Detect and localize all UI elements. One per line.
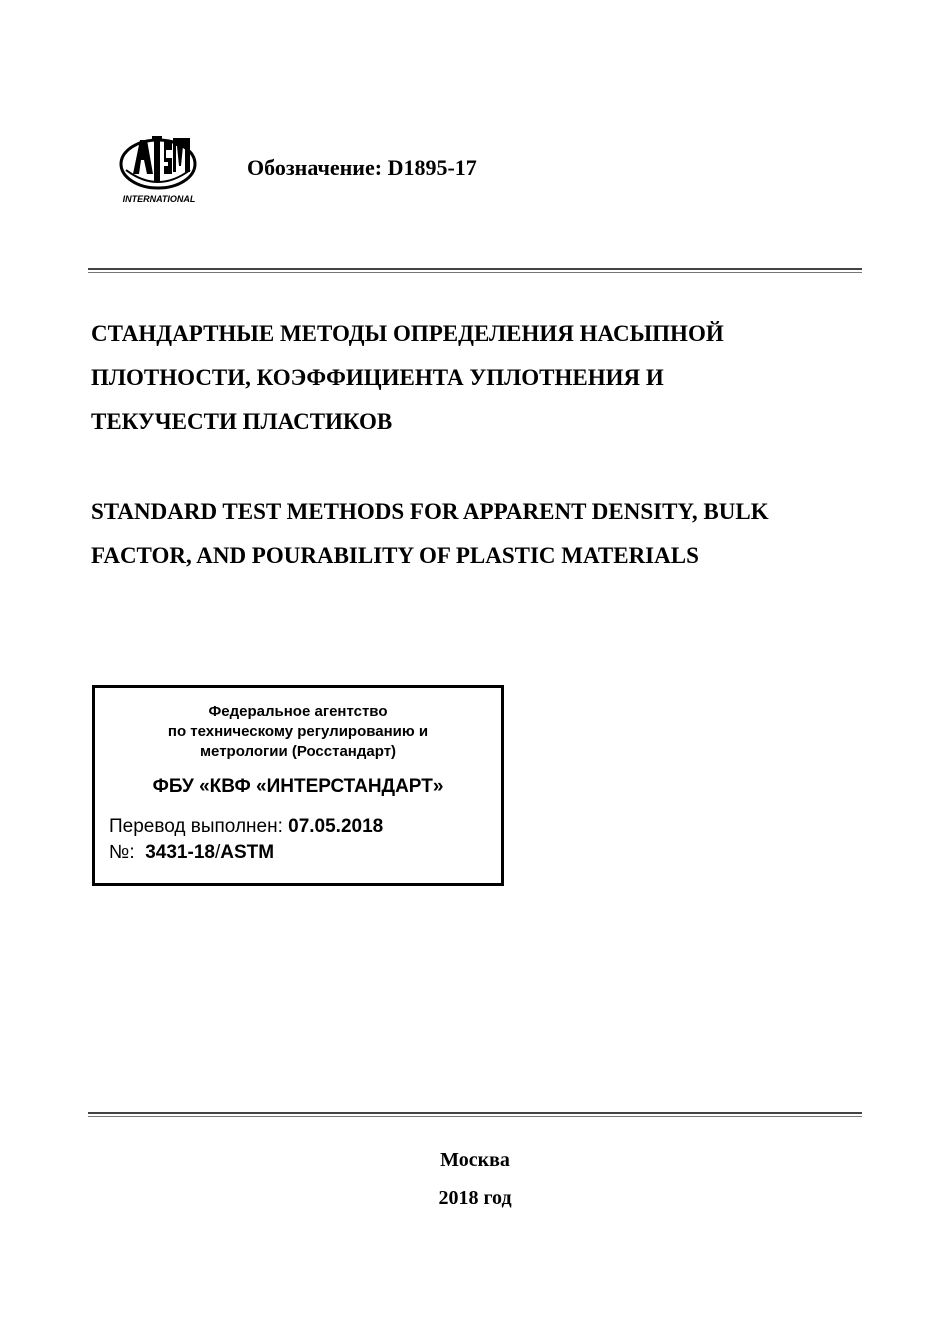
translation-stamp: [92, 685, 504, 886]
agency-name: Федеральное агентство по техническому регулированию и метрологии (Росстандарт): [167, 703, 429, 760]
title-en-line: FACTOR, AND POURABILITY OF PLASTIC MATERIALS: [91, 543, 699, 568]
title-ru-line: ТЕКУЧЕСТИ ПЛАСТИКОВ: [91, 409, 393, 434]
year: 2018 год: [438, 1187, 512, 1209]
translation-date-line: [109, 814, 501, 840]
number-suffix: ASTM: [220, 842, 275, 863]
title-en-line: STANDARD TEST METHODS FOR APPARENT DENSITY, BULK: [91, 499, 769, 524]
svg-text:INTERNATIONAL: INTERNATIONAL: [122, 194, 196, 204]
title-ru-line: ПЛОТНОСТИ, КОЭФФИЦИЕНТА УПЛОТНЕНИЯ И: [91, 365, 664, 390]
translation-number-line: №: 3431-18/ASTM: [109, 842, 275, 863]
number-label: №:: [109, 842, 135, 863]
astm-international-logo-icon: [118, 130, 202, 208]
translation-date: 07.05.2018: [288, 816, 384, 837]
astm-logo: [118, 130, 202, 208]
top-divider: [88, 268, 862, 273]
title-russian: [91, 312, 859, 444]
number-value: 3431-18: [145, 842, 215, 863]
translation-label: Перевод выполнен:: [109, 816, 283, 837]
city: Москва: [440, 1149, 510, 1171]
title-english: [91, 490, 859, 578]
document-designation: Обозначение: D1895-17: [247, 155, 477, 180]
organization-name: ФБУ «КВФ «ИНТЕРСТАНДАРТ»: [152, 776, 444, 797]
title-ru-line: СТАНДАРТНЫЕ МЕТОДЫ ОПРЕДЕЛЕНИЯ НАСЫПНОЙ: [91, 321, 724, 346]
bottom-divider: [88, 1112, 862, 1117]
